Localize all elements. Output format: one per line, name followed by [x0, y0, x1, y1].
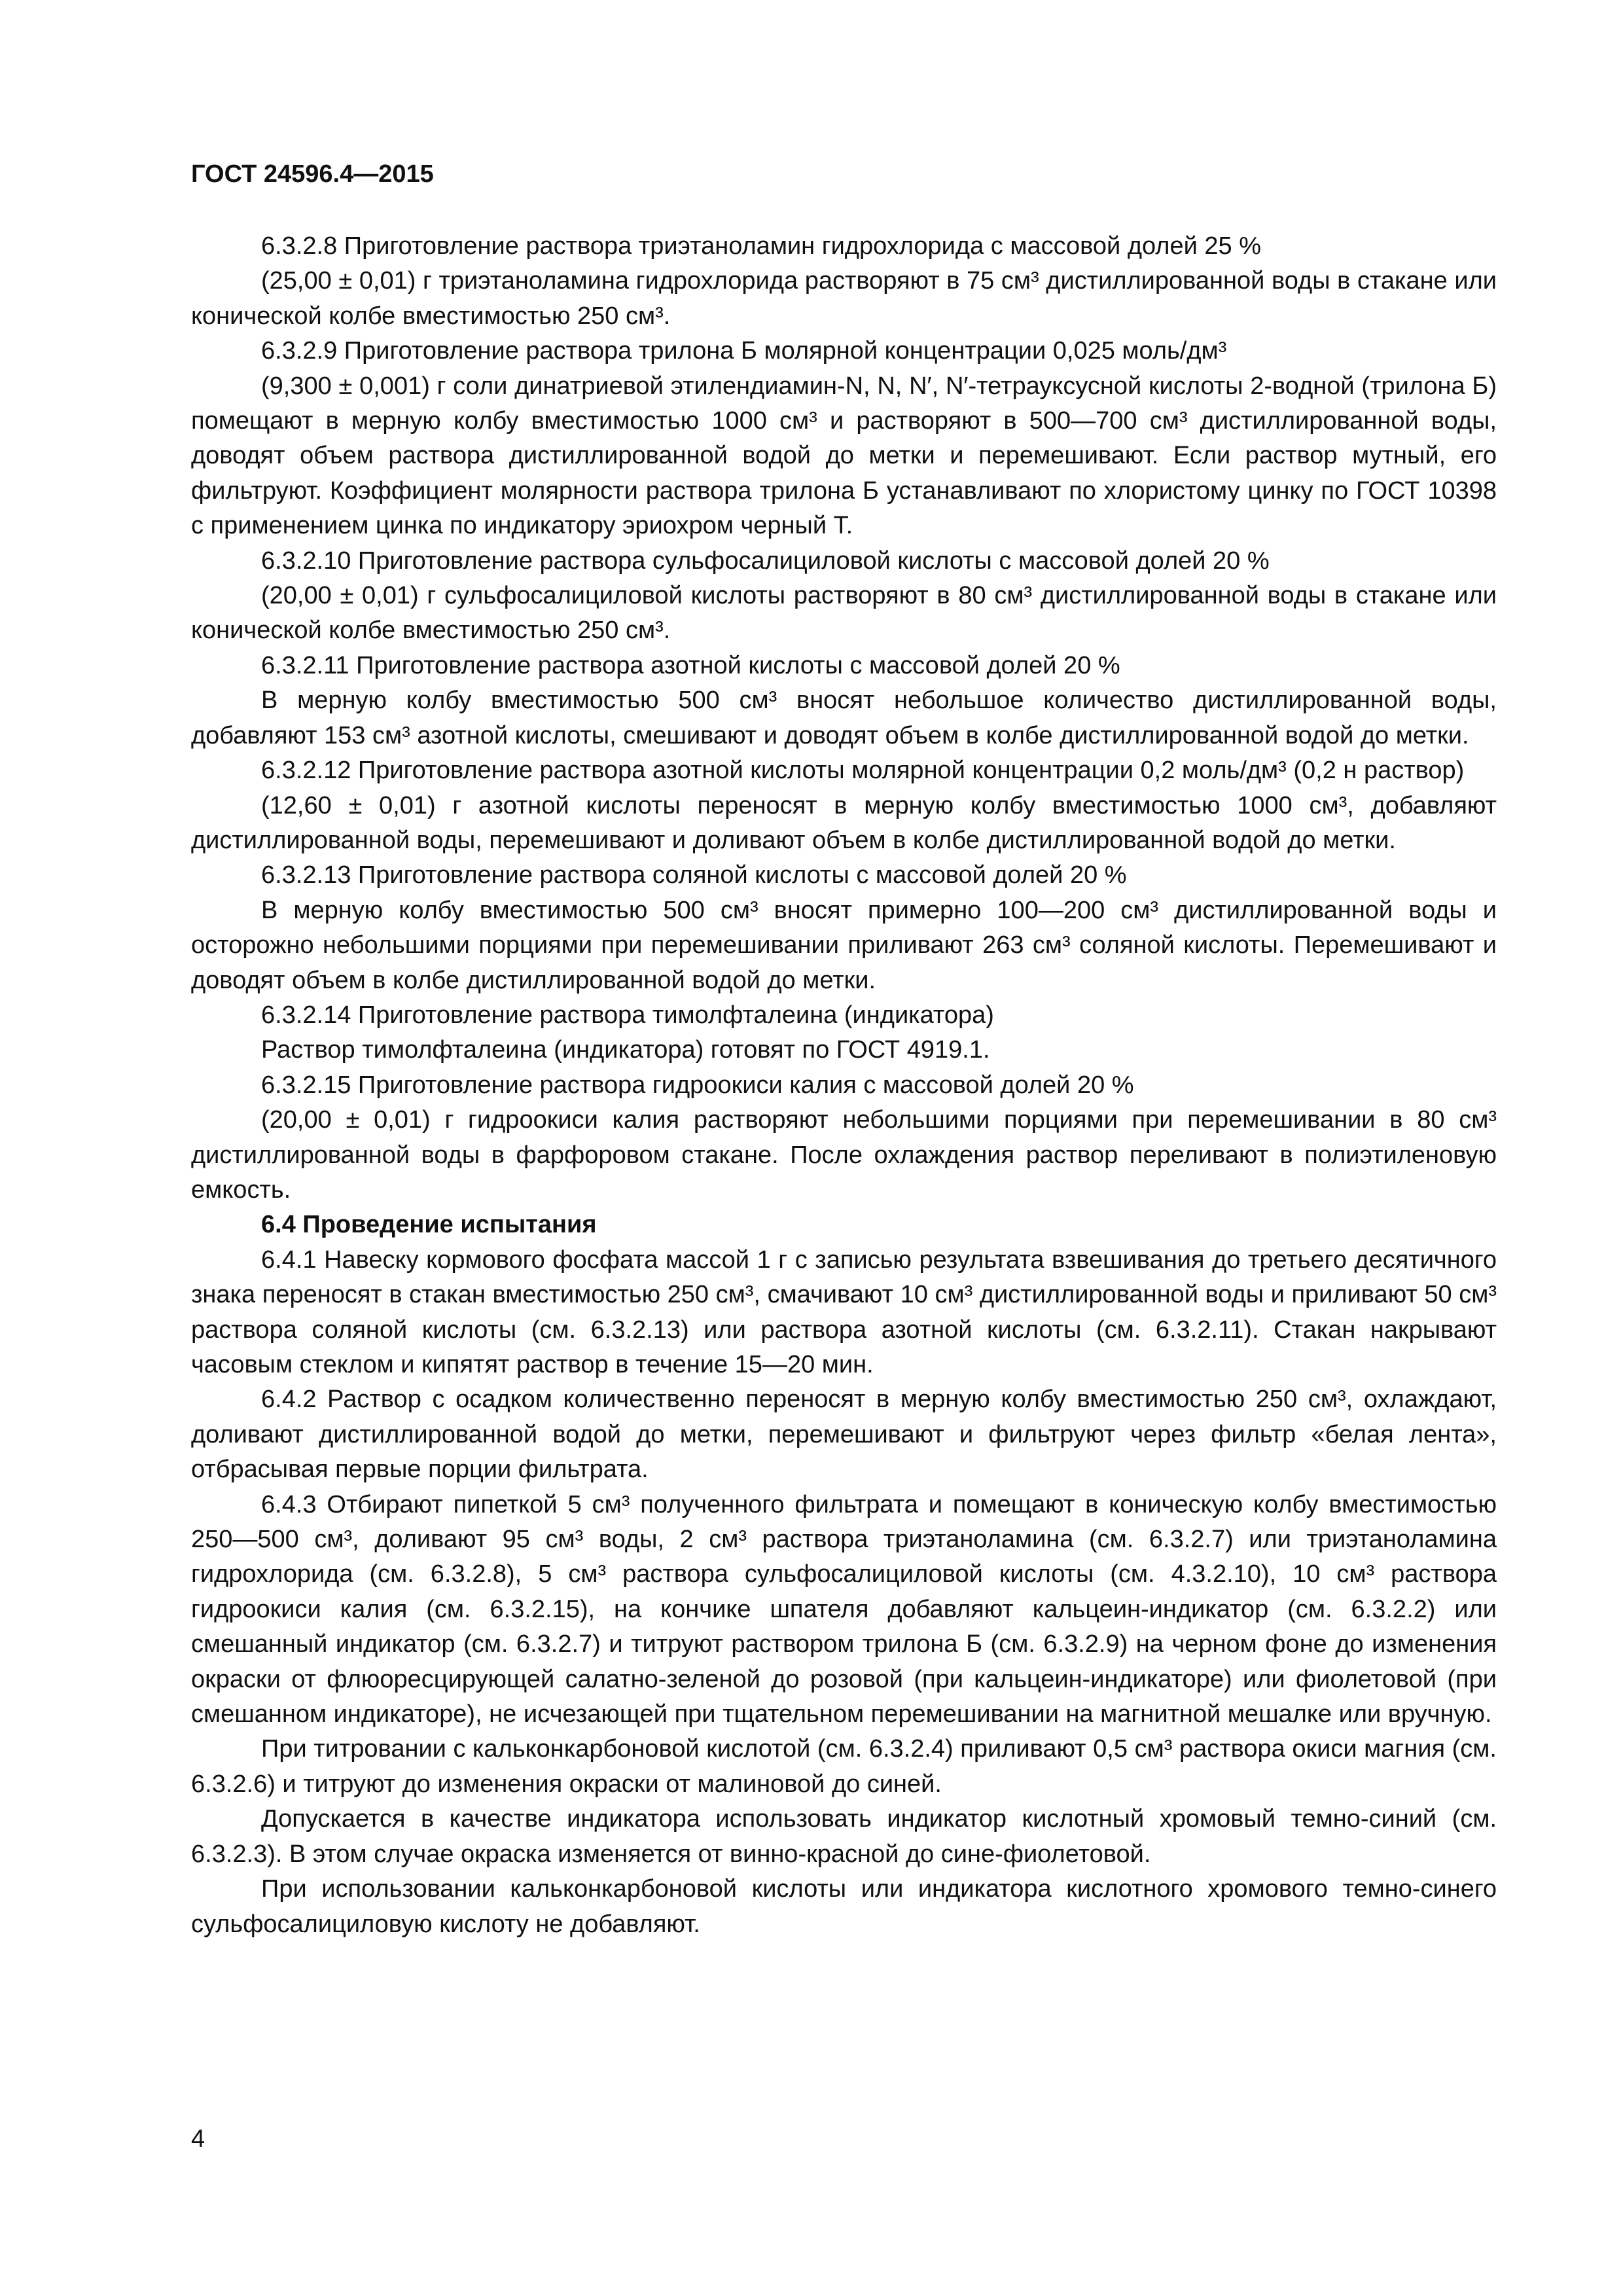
- paragraph-6-4-3: 6.4.3 Отбирают пипеткой 5 см³ полученного фильтрата и помещают в коническую колбу вместимостью 250—500 см³, доливают 95 см³ воды, 2 см³ раствора триэтаноламина (см. 6.3.2.7) или триэтаноламина гидрохлорида (см. 6.3.2.8), 5 см³ раствора сульфосалициловой кислоты (см. 4.3.2.10), 10 см³ раствора гидроокиси калия (см. 6.3.2.15), на кончике шпателя добавляют кальцеин-индикатор (см. 6.3.2.2) или смешанный индикатор (см. 6.3.2.7) и титруют раствором трилона Б (см. 6.3.2.9) на черном фоне до изменения окраски от флюоресцирующей салатно-зеленой до розовой (при кальцеин-индикаторе) или фиолетовой (при смешанном индикаторе), не исчезающей при тщательном перемешивании на магнитной мешалке или вручную.: [191, 1490, 1497, 1729]
- paragraph: Раствор тимолфталеина (индикатора) готовят по ГОСТ 4919.1.: [261, 1036, 990, 1064]
- paragraph-6-4-2: 6.4.2 Раствор с осадком количественно переносят в мерную колбу вместимостью 250 см³, охлаждают, доливают дистиллированной водой до метки, перемешивают и фильтруют через фильтр «белая лента», отбрасывая первые порции фильтрата.: [191, 1386, 1497, 1484]
- paragraph: (9,300 ± 0,001) г соли динатриевой этилендиамин-N, N, N′, N′-тетрауксусной кислоты 2-водной (трилона Б) помещают в мерную колбу вместимостью 1000 см³ и растворяют в 500—700 см³ дистиллированной воды, доводят объем раствора дистиллированной водой до метки и перемешивают. Если раствор мутный, его фильтруют. Коэффициент молярности раствора трилона Б устанавливают по хлористому цинку по ГОСТ 10398 с применением цинка по индикатору эриохром черный Т.: [191, 372, 1497, 540]
- paragraph-6-3-2-12-title: 6.3.2.12 Приготовление раствора азотной кислоты молярной концентрации 0,2 моль/дм³ (0,2 н раствор): [261, 757, 1465, 785]
- document-body: [191, 229, 1497, 1942]
- page-number: 4: [191, 2125, 205, 2153]
- paragraph: В мерную колбу вместимостью 500 см³ вносят небольшое количество дистиллированной воды, добавляют 153 см³ азотной кислоты, смешивают и доводят объем в колбе дистиллированной водой до метки.: [191, 687, 1497, 749]
- paragraph-6-3-2-11-title: 6.3.2.11 Приготовление раствора азотной кислоты с массовой долей 20 %: [261, 651, 1120, 679]
- paragraph: В мерную колбу вместимостью 500 см³ вносят примерно 100—200 см³ дистиллированной воды и осторожно небольшими порциями при перемешивании приливают 263 см³ соляной кислоты. Перемешивают и доводят объем в колбе дистиллированной водой до метки.: [191, 896, 1497, 994]
- paragraph: При использовании кальконкарбоновой кислоты или индикатора кислотного хромового темно-синего сульфосалициловую кислоту не добавляют.: [191, 1875, 1497, 1938]
- paragraph-6-4-1: 6.4.1 Навеску кормового фосфата массой 1 г с записью результата взвешивания до третьего десятичного знака переносят в стакан вместимостью 250 см³, смачивают 10 см³ дистиллированной воды и приливают 50 см³ раствора соляной кислоты (см. 6.3.2.13) или раствора азотной кислоты (см. 6.3.2.11). Стакан накрывают часовым стеклом и кипятят раствор в течение 15—20 мин.: [191, 1246, 1497, 1378]
- paragraph: При титровании с кальконкарбоновой кислотой (см. 6.3.2.4) приливают 0,5 см³ раствора окиси магния (см. 6.3.2.6) и титруют до изменения окраски от малиновой до синей.: [191, 1735, 1497, 1798]
- paragraph: (25,00 ± 0,01) г триэтаноламина гидрохлорида растворяют в 75 см³ дистиллированной воды в стакане или конической колбе вместимостью 250 см³.: [191, 267, 1497, 330]
- paragraph-6-3-2-15-title: 6.3.2.15 Приготовление раствора гидроокиси калия с массовой долей 20 %: [261, 1071, 1134, 1099]
- paragraph-6-3-2-9-title: 6.3.2.9 Приготовление раствора трилона Б молярной концентрации 0,025 моль/дм³: [261, 337, 1227, 365]
- document-header: ГОСТ 24596.4—2015: [191, 160, 434, 188]
- paragraph: (20,00 ± 0,01) г гидроокиси калия растворяют небольшими порциями при перемешивании в 80 см³ дистиллированной воды в фарфоровом стакане. После охлаждения раствор переливают в полиэтиленовую емкость.: [191, 1106, 1497, 1204]
- section-heading-6-4: 6.4 Проведение испытания: [261, 1211, 597, 1239]
- paragraph: Допускается в качестве индикатора использовать индикатор кислотный хромовый темно-синий (см. 6.3.2.3). В этом случае окраска изменяется от винно-красной до сине-фиолетовой.: [191, 1805, 1497, 1868]
- paragraph-6-3-2-10-title: 6.3.2.10 Приготовление раствора сульфосалициловой кислоты с массовой долей 20 %: [261, 547, 1270, 575]
- paragraph-6-3-2-8-title: 6.3.2.8 Приготовление раствора триэтаноламин гидрохлорида с массовой долей 25 %: [261, 232, 1261, 260]
- paragraph: (20,00 ± 0,01) г сульфосалициловой кислоты растворяют в 80 см³ дистиллированной воды в стакане или конической колбе вместимостью 250 см³.: [191, 582, 1497, 645]
- paragraph-6-3-2-13-title: 6.3.2.13 Приготовление раствора соляной кислоты с массовой долей 20 %: [261, 861, 1127, 889]
- paragraph: (12,60 ± 0,01) г азотной кислоты переносят в мерную колбу вместимостью 1000 см³, добавляют дистиллированной воды, перемешивают и доливают объем в колбе дистиллированной водой до метки.: [191, 791, 1497, 854]
- paragraph-6-3-2-14-title: 6.3.2.14 Приготовление раствора тимолфталеина (индикатора): [261, 1001, 994, 1029]
